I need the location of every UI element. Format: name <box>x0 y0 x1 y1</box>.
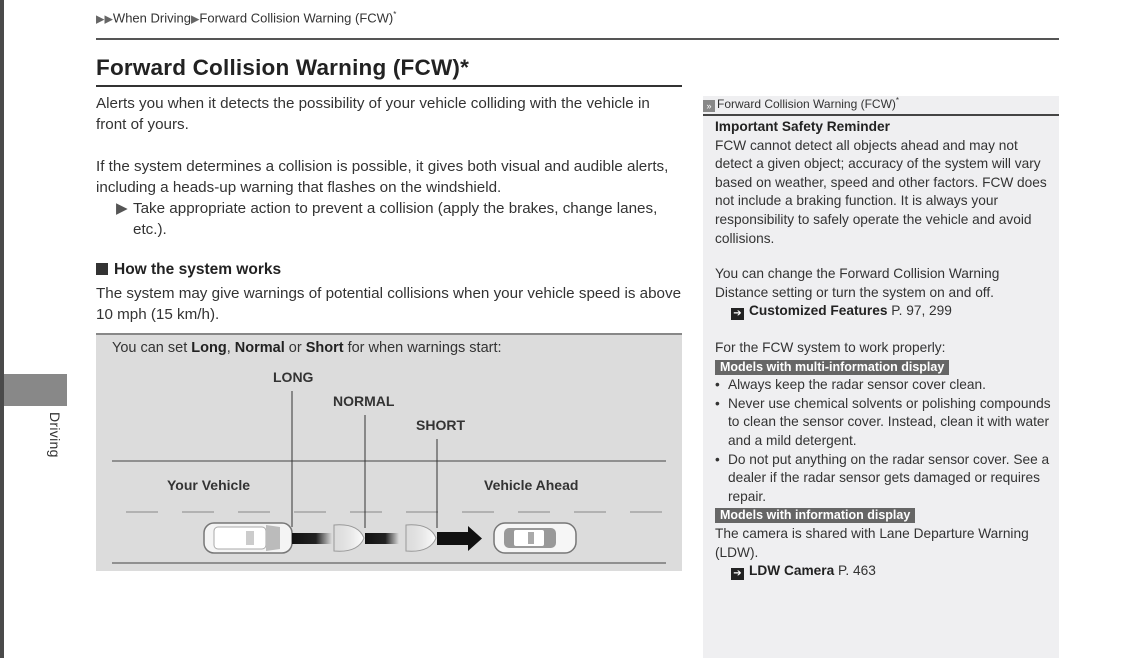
sidebar-notes <box>703 96 1059 658</box>
caption-long: Long <box>191 340 227 356</box>
ref-pages: P. 463 <box>838 563 876 579</box>
subheading-text: How the system works <box>114 261 282 278</box>
reference-arrow-icon: ➔ <box>731 308 744 320</box>
long-trail <box>292 533 332 544</box>
bullet-item: • Always keep the radar sensor cover clean. <box>715 376 1051 395</box>
safety-reminder <box>715 118 1051 248</box>
breadcrumb-page: Forward Collision Warning (FCW) <box>199 10 394 26</box>
model-badge-info: Models with information display <box>715 508 915 523</box>
system-paragraph: The system may give warnings of potential collisions when your vehicle speed is above 10 mph (15 km/h). <box>96 285 682 323</box>
diagram-graphic <box>96 335 682 571</box>
page-title-text: Forward Collision Warning (FCW) <box>96 55 461 80</box>
asterisk: * <box>895 96 900 105</box>
camera-text: The camera is shared with Lane Departure Warning (LDW). <box>715 525 1029 560</box>
your-vehicle-car <box>204 523 292 553</box>
caption-text: for when warnings start: <box>343 340 502 356</box>
vehicle-ahead-car <box>494 523 576 553</box>
short-ghost-car <box>406 525 436 551</box>
caption-text: You can set <box>112 340 192 356</box>
label-long: LONG <box>273 369 314 385</box>
reference-arrow-icon: ➔ <box>731 568 744 580</box>
customized-features-link[interactable] <box>715 303 952 318</box>
caption-short: Short <box>305 340 344 356</box>
proper-operation-note <box>715 339 1051 581</box>
double-triangle-right-icon: ▶▶ <box>96 13 113 26</box>
chapter-tab <box>4 374 67 406</box>
title-asterisk: * <box>460 55 470 80</box>
sidebar-header <box>703 96 1059 114</box>
label-short: SHORT <box>416 417 465 433</box>
double-chevron-right-icon: » <box>703 100 715 112</box>
ldw-camera-link[interactable] <box>715 563 876 578</box>
breadcrumb-section[interactable]: When Driving <box>112 10 191 26</box>
sidebar-header-text: Forward Collision Warning (FCW) <box>717 97 896 111</box>
change-setting-note <box>715 265 1051 321</box>
warning-distance-diagram <box>96 333 682 571</box>
caption-sep: , <box>226 340 235 356</box>
safety-text: FCW cannot detect all objects ahead and may not detect a given object; accuracy of the system will vary based on weather, speed and other factors. FCW does not include a braking function. It is always your responsibility to safely operate the vehicle and avoid collisions. <box>715 137 1047 246</box>
label-normal: NORMAL <box>333 393 395 409</box>
chapter-tab-label: Driving <box>47 412 63 458</box>
action-text: Take appropriate action to prevent a collision (apply the brakes, change lanes, etc.). <box>133 200 658 238</box>
page-title <box>96 55 469 81</box>
intro-paragraph: Alerts you when it detects the possibility of your vehicle colliding with the vehicle in front of yours. <box>96 95 650 133</box>
normal-trail <box>365 533 399 544</box>
subheading <box>96 261 281 279</box>
bullet-item: • Never use chemical solvents or polishing compounds to clean the sensor cover. Instead, clean it with water and a mild detergent. <box>715 395 1051 451</box>
alert-paragraph: If the system determines a collision is possible, it gives both visual and audible alerts, including a heads-up warning that flashes on the windshield. <box>96 158 669 196</box>
triangle-right-icon: ▶ <box>116 200 128 217</box>
breadcrumb <box>96 10 396 25</box>
header-divider <box>96 38 1059 40</box>
caption-sep: or <box>284 340 306 356</box>
page-edge-bar <box>0 0 4 658</box>
ref-title: Customized Features <box>749 303 888 319</box>
sidebar-divider <box>703 114 1059 116</box>
square-bullet-icon <box>96 263 108 275</box>
model-badge-multi-info: Models with multi-information display <box>715 360 949 375</box>
normal-ghost-car <box>334 525 364 551</box>
asterisk: * <box>393 10 397 19</box>
caption-normal: Normal <box>234 340 285 356</box>
short-arrow <box>437 526 482 551</box>
title-divider <box>96 85 682 87</box>
ref-pages: P. 97, 299 <box>891 303 952 319</box>
ref-title: LDW Camera <box>749 563 835 579</box>
work-text: For the FCW system to work properly: <box>715 340 946 355</box>
change-text: You can change the Forward Collision Warning Distance setting or turn the system on and off. <box>715 266 1000 300</box>
safety-title: Important Safety Reminder <box>715 119 890 134</box>
bullet-item: • Do not put anything on the radar sensor cover. See a dealer if the radar sensor gets damaged or requires repair. <box>715 451 1051 507</box>
label-vehicle-ahead: Vehicle Ahead <box>484 477 579 493</box>
action-paragraph <box>116 198 682 240</box>
label-your-vehicle: Your Vehicle <box>167 477 250 493</box>
triangle-right-icon: ▶ <box>190 13 200 26</box>
